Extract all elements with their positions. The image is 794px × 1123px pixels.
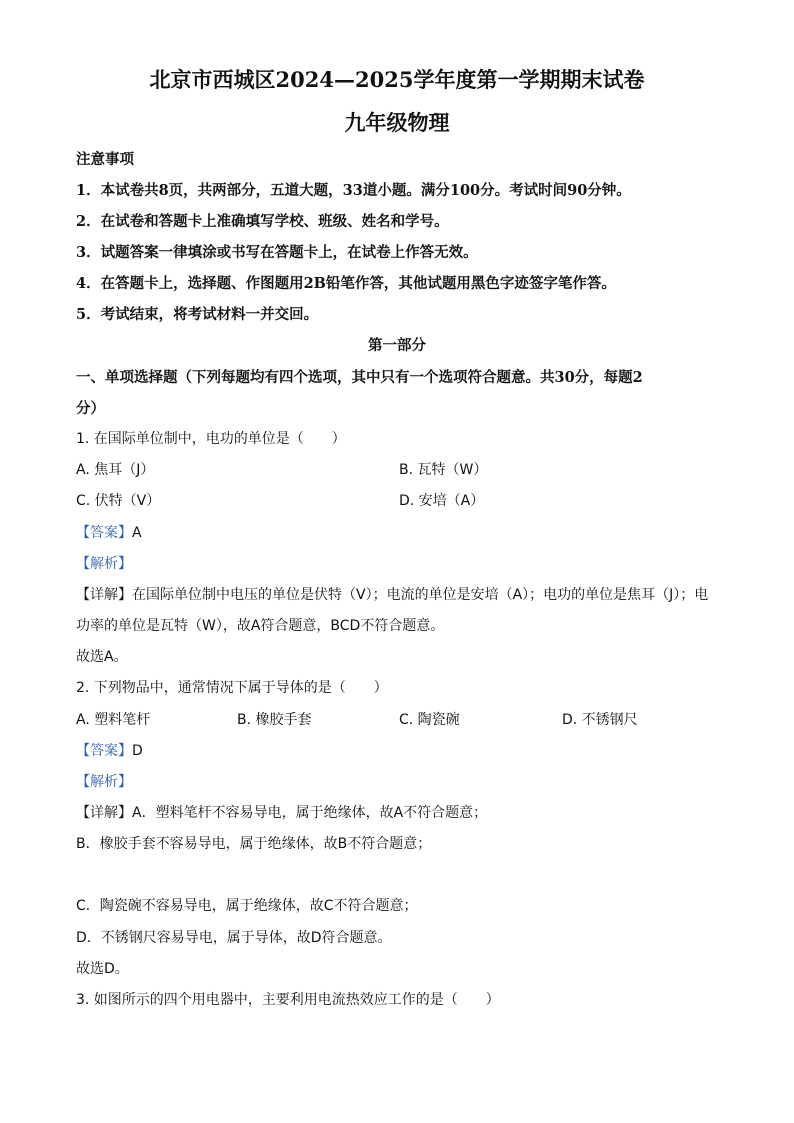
notice-item-2: 2．在试卷和答题卡上准确填写学校、班级、姓名和学号。: [76, 213, 449, 230]
q2-detail-a: [76, 802, 487, 822]
notice-item-4: 4．在答题卡上，选择题、作图题用2B铅笔作答，其他试题用黑色字迹签字笔作答。: [76, 275, 616, 292]
q2-detail-b: B．橡胶手套不容易导电，属于绝缘体，故B不符合题意；: [76, 836, 432, 852]
answer-tag: 【答案】: [76, 525, 132, 541]
q1-option-c: C. 伏特（V）: [76, 493, 161, 509]
q1-detail-text: 在国际单位制中电压的单位是伏特（V）；电流的单位是安培（A）；电功的单位是焦耳（J）；电: [132, 587, 709, 603]
answer-tag: 【答案】: [76, 743, 132, 759]
q1-option-a: A. 焦耳（J）: [76, 462, 155, 478]
q2-stem: 2. 下列物品中，通常情况下属于导体的是（ ）: [76, 680, 388, 696]
q1-analysis-tag: 【解析】: [76, 556, 132, 572]
q1-detail-line1: [76, 584, 708, 604]
notice-heading: 注意事项: [76, 151, 134, 168]
q2-analysis-tag: 【解析】: [76, 774, 132, 790]
q2-conclusion: 故选D。: [76, 961, 129, 977]
q2-option-c: C. 陶瓷碗: [399, 712, 460, 728]
q2-detail-c: C．陶瓷碗不容易导电，属于绝缘体，故C不符合题意；: [76, 898, 418, 914]
q2-option-a: A. 塑料笔杆: [76, 712, 151, 728]
q1-answer-value: A: [132, 525, 142, 541]
detail-tag: 【详解】: [76, 587, 132, 603]
exam-title: 北京市西城区2024—2025学年度第一学期期末试卷: [149, 67, 645, 92]
exam-subject: 九年级物理: [344, 110, 450, 135]
q1-option-d: D. 安培（A）: [399, 493, 485, 509]
q1-stem: 1. 在国际单位制中，电功的单位是（ ）: [76, 431, 346, 447]
notice-item-3: 3．试题答案一律填涂或书写在答题卡上，在试卷上作答无效。: [76, 244, 478, 261]
q1-detail-line2: 功率的单位是瓦特（W），故A符合题意，BCD不符合题意。: [76, 618, 445, 634]
q2-detail-d: D．不锈钢尺容易导电，属于导体，故D符合题意。: [76, 930, 392, 946]
notice-item-5: 5．考试结束，将考试材料一并交回。: [76, 306, 319, 323]
q2-answer-value: D: [132, 743, 143, 759]
notice-item-1: 1．本试卷共8页，共两部分，五道大题，33道小题。满分100分。考试时间90分钟。: [76, 182, 631, 199]
section-heading-line2: 分）: [76, 400, 105, 417]
q2-option-b: B. 橡胶手套: [237, 712, 312, 728]
part-heading: 第一部分: [368, 337, 426, 354]
q2-answer: [76, 740, 143, 760]
q2-detail-a-text: A．塑料笔杆不容易导电，属于绝缘体，故A不符合题意；: [132, 805, 488, 821]
detail-tag: 【详解】: [76, 805, 132, 821]
q3-stem: 3. 如图所示的四个用电器中，主要利用电流热效应工作的是（ ）: [76, 992, 500, 1008]
q2-option-d: D. 不锈钢尺: [562, 712, 638, 728]
q1-answer: [76, 522, 142, 542]
q1-conclusion: 故选A。: [76, 649, 128, 665]
section-heading-line1: 一、单项选择题（下列每题均有四个选项，其中只有一个选项符合题意。共30分，每题2: [76, 369, 643, 386]
q1-option-b: B. 瓦特（W）: [399, 462, 488, 478]
